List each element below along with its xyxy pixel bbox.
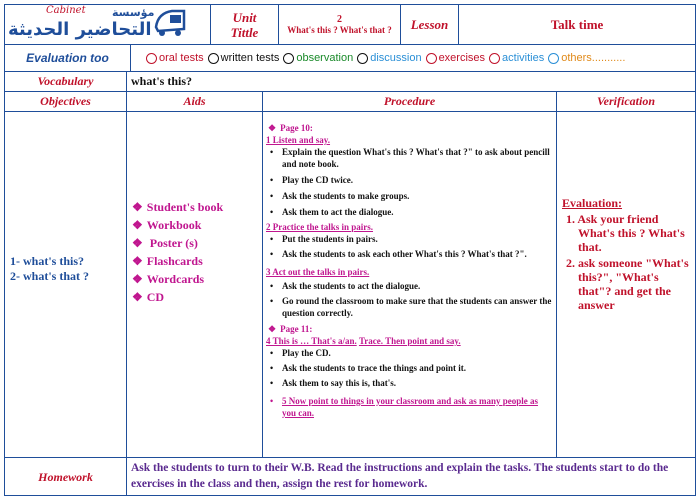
page-11-heading: ❖ Page 11: xyxy=(268,324,313,334)
diamond-bullet-icon: ❖ xyxy=(132,200,143,214)
section-5-title: • 5 Now point to things in your classroom and ask as many people as you can. xyxy=(282,395,552,419)
list-item: • Ask them to act the dialogue. xyxy=(282,206,552,218)
unit-number: 2 xyxy=(337,14,342,25)
logo-arabic-name: التحاضير الحديثة xyxy=(8,19,152,40)
list-item: ❖ Poster (s) xyxy=(132,236,198,250)
column-header-aids: Aids xyxy=(183,94,206,108)
aids-list xyxy=(132,198,223,306)
section-3-title: 3 Act out the talks in pairs. xyxy=(266,267,370,277)
diamond-bullet-icon: ❖ xyxy=(132,254,143,268)
list-item: ❖ CD xyxy=(132,290,165,304)
objective-item: 1- what's this? xyxy=(10,254,85,268)
evaluation-label: Evaluation too xyxy=(26,51,109,65)
title-label: Tittle xyxy=(230,24,259,40)
homework-text: Ask the students to turn to their W.B. Read the instructions and explain the tasks. The students start to do the exercises in the class and then, assign the rest for homework. xyxy=(131,462,669,490)
list-item: ❖ Wordcards xyxy=(132,272,205,286)
list-item: • Play the CD twice. xyxy=(282,174,552,186)
lesson-label-cell xyxy=(401,5,458,44)
verification-item-1: 1. Ask your friend What's this ? What's that. xyxy=(566,212,685,254)
procedure-cell xyxy=(266,122,552,419)
radio-circle-icon xyxy=(146,53,157,64)
radio-circle-icon xyxy=(357,53,368,64)
list-item: • Put the students in pairs. xyxy=(282,233,552,245)
list-item: ❖ Workbook xyxy=(132,218,202,232)
list-item: • Go round the classroom to make sure that the students can answer the question correctly. xyxy=(282,295,552,319)
section-5-list xyxy=(266,395,552,419)
homework-label-cell xyxy=(5,458,126,496)
vocabulary-value: what's this? xyxy=(131,74,193,88)
list-item: • Play the CD. xyxy=(282,347,552,359)
diamond-bullet-icon: ❖ xyxy=(132,290,143,304)
verification-item-2: 2. ask someone "What's this?", "What's that"? and get the answer xyxy=(566,256,689,312)
page-10-heading: ❖ Page 10: xyxy=(268,123,313,133)
lesson-label: Lesson xyxy=(410,16,449,32)
lesson-value: Talk time xyxy=(550,16,604,32)
vocabulary-value-cell xyxy=(131,72,691,91)
column-header-procedure: Procedure xyxy=(383,94,436,108)
unit-label: Unit xyxy=(232,9,257,25)
list-item: • Ask the students to ask each other What's this ? What's that ?". xyxy=(282,248,552,260)
list-item: ❖ Student's book xyxy=(132,200,224,214)
diamond-bullet-icon: ❖ xyxy=(132,218,143,232)
column-header-objectives: Objectives xyxy=(40,94,91,108)
eval-option-written-tests[interactable]: written tests xyxy=(208,52,280,64)
section-4-title: 4 This is … That's a/an. Trace. Then point and say. xyxy=(266,336,461,346)
section-4-list xyxy=(266,347,552,389)
list-item: • Ask them to say this is, that's. xyxy=(282,377,552,389)
radio-circle-icon xyxy=(426,53,437,64)
list-item: • Ask the students to make groups. xyxy=(282,190,552,202)
list-item: ❖ Flashcards xyxy=(132,254,203,268)
eval-option-observation[interactable]: observation xyxy=(283,52,353,64)
logo-script-text: Cabinet xyxy=(46,5,86,16)
eval-option-discussion[interactable]: discussion xyxy=(357,52,421,64)
eval-option-oral-tests[interactable]: oral tests xyxy=(146,52,204,64)
eval-option-others[interactable]: others........... xyxy=(548,52,625,64)
verification-cell xyxy=(562,196,692,312)
diamond-bullet-icon: ❖ xyxy=(132,236,143,250)
lesson-value-cell xyxy=(459,5,695,44)
radio-circle-icon xyxy=(283,53,294,64)
unit-label-cell xyxy=(211,5,278,44)
unit-title: What's this ? What's that ? xyxy=(287,25,392,35)
section-2-title: 2 Practice the talks in pairs. xyxy=(266,222,373,232)
evaluation-label-cell xyxy=(5,45,130,71)
verification-title: Evaluation: xyxy=(562,196,623,210)
vocabulary-label: Vocabulary xyxy=(37,74,94,88)
section-2-list xyxy=(266,233,552,260)
list-item: • Explain the question What's this ? What's that ?" to ask about pencill and note book. xyxy=(282,146,552,170)
vocabulary-label-cell xyxy=(5,72,126,91)
radio-circle-icon xyxy=(489,53,500,64)
eval-option-exercises[interactable]: exercises xyxy=(426,52,485,64)
radio-circle-icon xyxy=(208,53,219,64)
diamond-bullet-icon: ❖ xyxy=(132,272,143,286)
homework-label: Homework xyxy=(38,469,93,484)
diamond-bullet-icon: ❖ xyxy=(268,324,277,334)
unit-title-cell xyxy=(279,5,400,44)
section-1-title: 1 Listen and say. xyxy=(266,135,331,145)
list-item: • Ask the students to act the dialogue. xyxy=(282,280,552,292)
logo xyxy=(6,5,206,43)
objective-item: 2- what's that ? xyxy=(10,269,90,283)
section-3-list xyxy=(266,280,552,319)
bus-icon xyxy=(150,7,188,39)
diamond-bullet-icon: ❖ xyxy=(268,123,277,133)
evaluation-options xyxy=(146,45,694,71)
eval-option-activities[interactable]: activities xyxy=(489,52,544,64)
logo-org-text: مؤسسة xyxy=(112,6,155,19)
radio-circle-icon xyxy=(548,53,559,64)
column-header-verification: Verification xyxy=(596,94,655,108)
objectives-cell xyxy=(10,254,124,284)
section-1-list xyxy=(266,146,552,218)
list-item: • Ask the students to trace the things and point it. xyxy=(282,362,552,374)
homework-text-cell xyxy=(131,460,693,494)
